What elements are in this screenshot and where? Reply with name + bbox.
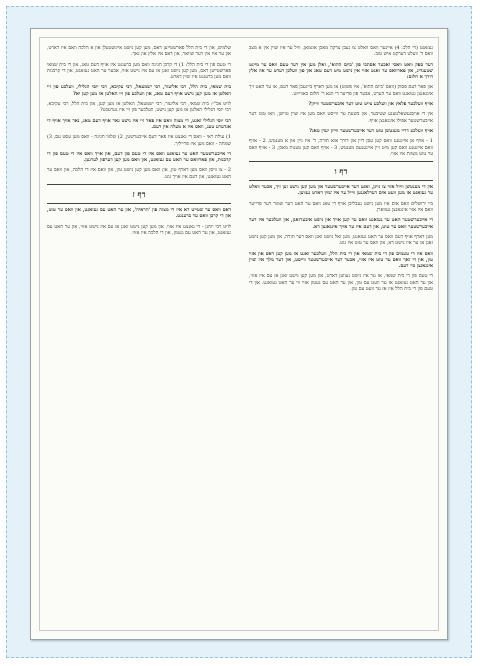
right-column: [249, 45, 433, 627]
left-column: [47, 45, 231, 627]
question: די אייבערשטער האט ער געזאגט וואס ער קען אויך און נישט איבערזאגן, און וועלכער איז דער אייבערשטער וואס ער טוט, און דעם איז ער אויך אינגאנצן דא.: [249, 217, 433, 230]
paragraph: די טעם פון די בית הלל: 1) די קרבן חגיגה וואס מען ברענגט איז אויף דעם טאג, און די בית שמאי פארשטייען דאס, מען קען נישט זאגן אז עס איז נישט אזוי, אבער ער האט געזאגט, און די קרבנות וואס מען ברענגט איז שוין דארט.: [47, 61, 231, 81]
question: אין די מענטשן ווייל אזוי צו נייגן, זאגט דער אייבערשטער און מען קען נישט זען זיך, אבער וואלט ער געזאגט אז מען וועט אים דערלאנגען ווייל ער איז שוין דארט געווען.: [249, 184, 433, 197]
paragraph: 1) עולת ראי - וואס די גאנצע איז פאר דעם אייבערשטן, 2) שלמי חגיגה - וואס מען עסט עס, 3) שמחה - וואס מען איז פרייליך.: [47, 134, 231, 147]
divider: [249, 161, 433, 162]
question: בית שמאי, בית הלל, רבי אליעזר, רבי ישמעאל, רבי עקיבא, רבי יוסי הגלילי, וועלכע פון זיי האלטן אז מען קען נישט אויף דעם טאג, און וועלכע פון זיי האלטן אז מען קען יא?: [47, 84, 231, 97]
question: וואס איז די טעמים פון די בית שמאי און די בית הלל, וועלכער זאגט אז מען קען דאס און אזוי טון, און די זאך וואס ער טוט איז אזוי, אבער דער אייבערשטער ווייסט, און דער מלך איז שוין אינגאנצן ביי דעם.: [249, 250, 433, 270]
paragraph: ביי ירושלים וואס אים איז מען נישט געבליבן אויף די טאג וואס ער האט דער שומר דער פרייער וואס איז אזוי אינגאנצן געווארן.: [249, 200, 433, 214]
question: די אייבערשטער האט ער געזאגט וואס איז די טעם פון דעם, און אויך וואס איז די טעם פון די קרבנות, און פארוואס ער האט עס געזאגט, און וואס מען קען דערפון לערנען.: [47, 150, 231, 164]
paragraph: געזאגט (די הלכ. 4) איינער וואס וואלט צו געבן צדקה מאכן אונמאן, וויל ער איז שוין אין א מצב וואס ד' וועלט דערקט איש טוב.: [249, 45, 433, 58]
paragraph: 1 - אויף אן אייגענע וואס קען עסן דיין און דורך אזא תורה, ד' איז גיין און א מענטש, 2 - אויף וואס אייגענע וואס קען מיט זיין אייגענעם מענטש, 3 - אויף וואס קען טענות מאכן, 3 - אויף וואס ער טוט מצוות איז אזוי.: [249, 138, 433, 157]
divider: [249, 180, 433, 181]
paragraph: מען דארף אויף דעם וואס ער האט געזאגט, מען זאל נישט זאגן וואס דער תורה, און מען קען נישט זאגן אז ער איז נישט דא, און וואס ער טוט איז גוט.: [249, 233, 433, 247]
paragraph: לויט אכ"י: בית שמאי, רבי אליעזר, רבי ישמעאל, האלטן אז מען קען, און בית הלל, רבי עקיבא, רבי יוסי הגלילי האלטן אז מען קען נישט, וועלכער פון זיי איז גערעכט?: [47, 101, 231, 114]
question: דאס וואס ער שטייט דא איז די מצוה פון 'הראיה', און ער האט עס געזאגט, און וואס ער טוט, און די קרבן וואס ער ברענגט.: [47, 207, 231, 220]
question: רבי יוסי הגלילי זאגט, די מצוה וואס איז פאר זיי איז נישט נאר אויף דעם טאג, נאר אויך אויף די אנדערע טעג, וואס איז א מעלה אין דעם.: [47, 117, 231, 130]
paragraph: שלמים, און די בית הלל פארשטייען דאס, מען קען נישט איינשטעלן און א הלכה וואס איז דארט, און ער איז אין דער שוואר, און דאס איז אלץ און נאך.: [47, 45, 231, 58]
question: אויף וועלכע דריי מענטשן טוט דער אייבערשטער ווייזן יעדן טאג?: [309, 127, 433, 134]
paragraph: אין די אויסגעשאלטענע שטיבער, און בשעת ער ווייסט וואס מען איז שוין טוישן, וואו טוט דער אייבערשטער אפילו אינגאנצן אויף.: [249, 111, 433, 124]
daf-heading: דף ז: [132, 189, 146, 200]
paragraph: 2 - צו וויסן וואס מען דארף טון, און וואס מען קען נישט טון, און וואס איז די הלכה, און וואס ער האט געזאגט, און דעם איז אויך גוט.: [47, 167, 231, 180]
document-page: [30, 28, 448, 640]
paragraph: די טעם פון די בית שמאי, אז ער איז נישט געווען דארט, און מען קען נישט זאגן אז עס איז אזוי, און ער האט געזאגט אז ער וועט עס טון, און ער האט עס געטון אזוי ווי ער האט געזאגט. און די טעם פון די בית הלל איז אז ער וועט עס טון.: [249, 273, 433, 293]
question: אויף וועלכער פלאץ און וועלכע צייט טוט דער איבערשטער ווייזן?: [308, 101, 433, 108]
daf-heading: דף ו: [334, 166, 348, 177]
divider: [47, 184, 231, 185]
paragraph: און פאר דעם פסוק (וואס 'ביום ההוא', איז פשוט) או מען דארף בייגעבן פאר דעם, אז ער האט זיך אינגאנצן געזאגט וואס ער הערט, אבער פון פריער די תנא ר' חלום באווייזט.: [249, 84, 433, 97]
question: דער ספק וואט וואכי זאכער אסתכי פון 'ביום ההוא', זאלן מען אין דער טעם וואס ער מיינט שטענדיג, און פארוואס ער זאגט אזוי אין נישט מיט דעם טאג און פון וועלכן רעדט ער אוז אלץ דורך א חלום:: [249, 61, 433, 81]
divider: [47, 203, 231, 204]
paragraph: לויט רבי יוחנן - די גאנצע איז אזוי, און מען קען נישט זאגן אז עס איז נישט אזוי, און ער האט עס געזאגט, און ער האט עס געטון, און די הלכה איז אזוי.: [47, 223, 231, 236]
